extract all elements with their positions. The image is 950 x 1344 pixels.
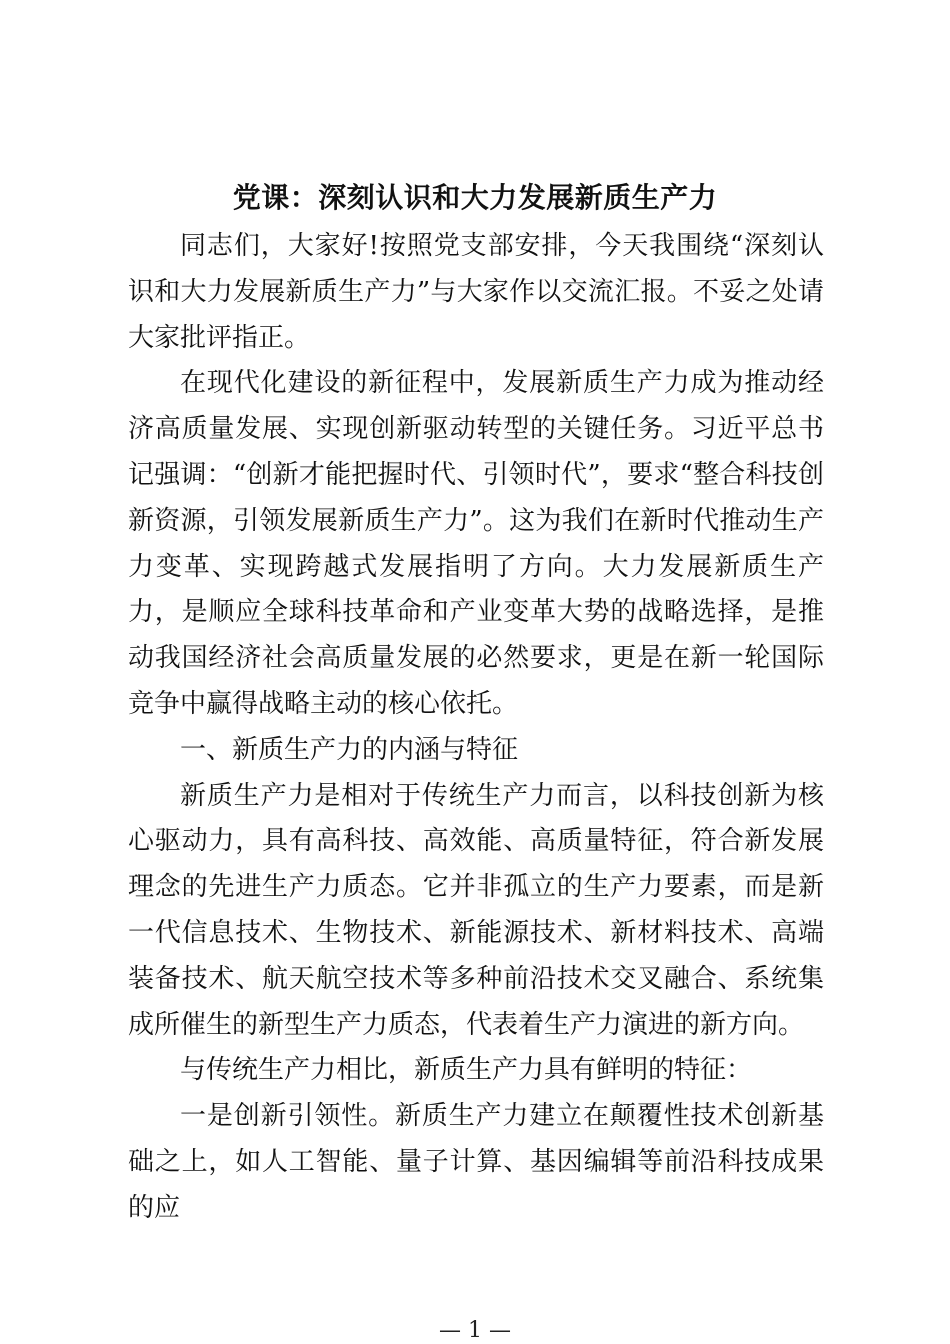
page-number: — 1 —	[439, 1318, 511, 1343]
paragraph-greeting: 同志们，大家好!按照党支部安排，今天我围绕“深刻认识和大力发展新质生产力”与大家作以交流汇报。不妥之处请大家批评指正。	[128, 231, 824, 353]
paragraph-characteristics-intro: 与传统生产力相比，新质生产力具有鲜明的特征：	[180, 1055, 753, 1086]
document-title: 党课：深刻认识和大力发展新质生产力	[232, 181, 718, 214]
paragraph-definition: 新质生产力是相对于传统生产力而言，以科技创新为核心驱动力，具有高科技、高效能、高质量特征，符合新发展理念的先进生产力质态。它并非孤立的生产力要素，而是新一代信息技术、生物技术、新能源技术、新材料技术、高端装备技术、航天航空技术等多种前沿技术交叉融合、系统集成所催生的新型生产力质态，代表着生产力演进的新方向。	[128, 780, 824, 1040]
section-heading: 一、新质生产力的内涵与特征	[180, 734, 519, 765]
paragraph-innovation-leading: 一是创新引领性。新质生产力建立在颠覆性技术创新基础之上，如人工智能、量子计算、基因编辑等前沿科技成果的应	[128, 1101, 824, 1223]
document-body	[128, 224, 824, 1232]
paragraph-introduction: 在现代化建设的新征程中，发展新质生产力成为推动经济高质量发展、实现创新驱动转型的关键任务。习近平总书记强调：“创新才能把握时代、引领时代”，要求“整合科技创新资源，引领发展新质生产力”。这为我们在新时代推动生产力变革、实现跨越式发展指明了方向。大力发展新质生产力，是顺应全球科技革命和产业变革大势的战略选择，是推动我国经济社会高质量发展的必然要求，更是在新一轮国际竞争中赢得战略主动的核心依托。	[128, 368, 824, 719]
